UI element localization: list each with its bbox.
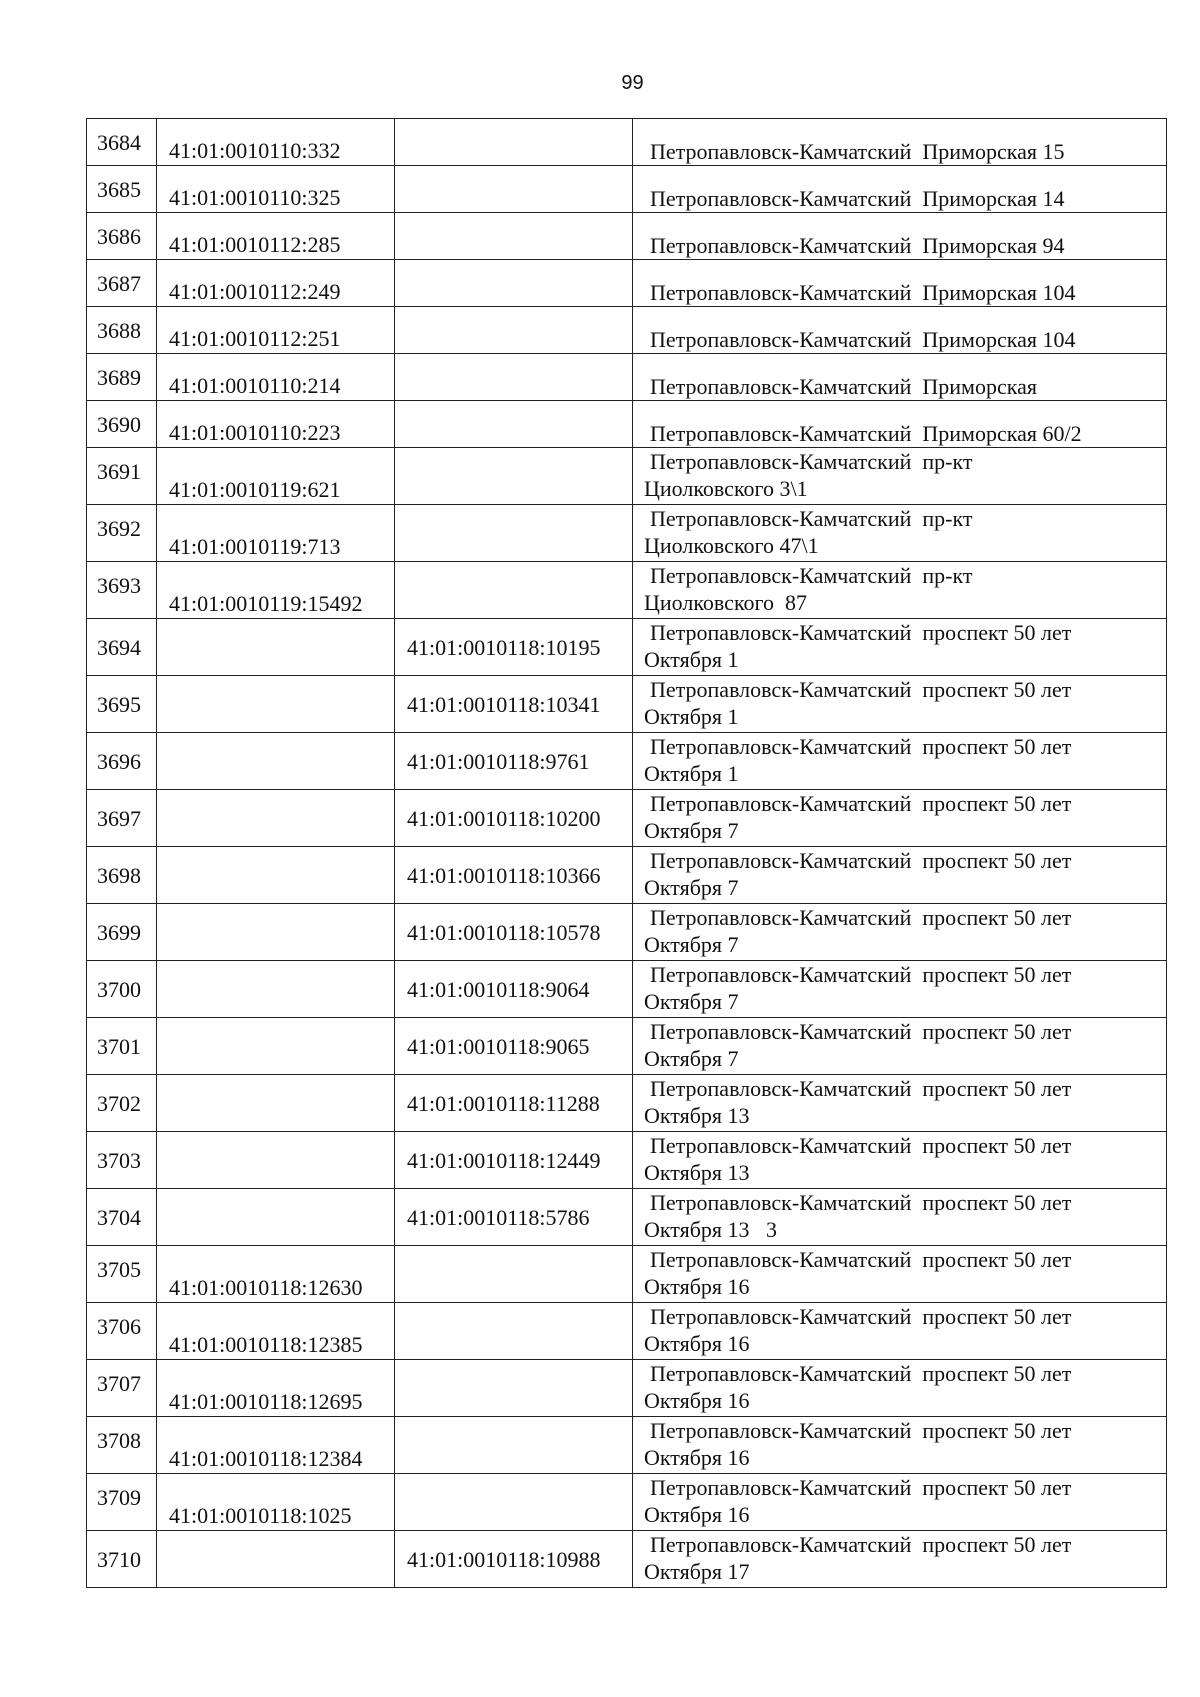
address-line-2: Октября 16	[644, 1274, 750, 1299]
parcel-table	[86, 118, 1167, 1588]
row-number: 3710	[87, 1531, 157, 1588]
row-number: 3684	[87, 119, 157, 166]
cadastral-number-land: 41:01:0010119:15492	[157, 562, 395, 619]
cadastral-number-building	[395, 260, 633, 307]
address-line-1: Петропавловск-Камчатский проспект 50 лет	[650, 1133, 1072, 1158]
cadastral-number-building: 41:01:0010118:10366	[395, 847, 633, 904]
address-cell	[633, 448, 1167, 505]
address-line-2: Октября 13 3	[644, 1217, 778, 1242]
address-cell	[633, 307, 1167, 354]
table-row	[87, 166, 1167, 213]
address-cell	[633, 1018, 1167, 1075]
cadastral-number-land	[157, 847, 395, 904]
address-line-1: Петропавловск-Камчатский проспект 50 лет	[650, 1304, 1072, 1329]
address-line-1: Петропавловск-Камчатский проспект 50 лет	[650, 1076, 1072, 1101]
address-line-1: Петропавловск-Камчатский пр-кт	[650, 506, 973, 531]
address-line-1: Петропавловск-Камчатский проспект 50 лет	[650, 620, 1072, 645]
address-cell	[633, 1360, 1167, 1417]
address-cell	[633, 790, 1167, 847]
cadastral-number-land	[157, 904, 395, 961]
table-row	[87, 733, 1167, 790]
table-row	[87, 213, 1167, 260]
row-number: 3686	[87, 213, 157, 260]
address-line-1: Петропавловск-Камчатский Приморская 104	[650, 327, 1076, 352]
address-cell	[633, 1075, 1167, 1132]
cadastral-number-building: 41:01:0010118:10341	[395, 676, 633, 733]
address-line-2: Октября 1	[644, 647, 739, 672]
address-line-1: Петропавловск-Камчатский Приморская 15	[650, 139, 1065, 164]
table-row	[87, 847, 1167, 904]
address-line-2: Октября 16	[644, 1331, 750, 1356]
row-number: 3709	[87, 1474, 157, 1531]
row-number: 3700	[87, 961, 157, 1018]
address-line-1: Петропавловск-Камчатский Приморская 104	[650, 280, 1076, 305]
row-number: 3707	[87, 1360, 157, 1417]
cadastral-number-building	[395, 401, 633, 448]
address-line-1: Петропавловск-Камчатский проспект 50 лет	[650, 962, 1072, 987]
cadastral-number-building	[395, 1474, 633, 1531]
table-row	[87, 448, 1167, 505]
row-number: 3688	[87, 307, 157, 354]
cadastral-number-land	[157, 619, 395, 676]
cadastral-number-land	[157, 790, 395, 847]
row-number: 3701	[87, 1018, 157, 1075]
row-number: 3689	[87, 354, 157, 401]
table-row	[87, 1075, 1167, 1132]
cadastral-number-building: 41:01:0010118:9065	[395, 1018, 633, 1075]
row-number: 3699	[87, 904, 157, 961]
cadastral-number-land: 41:01:0010118:12384	[157, 1417, 395, 1474]
address-line-2: Октября 13	[644, 1103, 750, 1128]
row-number: 3691	[87, 448, 157, 505]
page-number: 99	[621, 72, 644, 94]
table-row	[87, 1303, 1167, 1360]
address-cell	[633, 354, 1167, 401]
cadastral-number-land: 41:01:0010119:621	[157, 448, 395, 505]
cadastral-number-land	[157, 733, 395, 790]
cadastral-number-building	[395, 213, 633, 260]
cadastral-number-land	[157, 961, 395, 1018]
cadastral-number-building	[395, 1303, 633, 1360]
cadastral-number-building	[395, 307, 633, 354]
table-row	[87, 904, 1167, 961]
table-row	[87, 676, 1167, 733]
table-row	[87, 1360, 1167, 1417]
address-line-1: Петропавловск-Камчатский проспект 50 лет	[650, 1190, 1072, 1215]
cadastral-number-building: 41:01:0010118:11288	[395, 1075, 633, 1132]
cadastral-number-land: 41:01:0010112:285	[157, 213, 395, 260]
address-cell	[633, 733, 1167, 790]
cadastral-number-building: 41:01:0010118:10988	[395, 1531, 633, 1588]
cadastral-number-building	[395, 1360, 633, 1417]
cadastral-number-building: 41:01:0010118:12449	[395, 1132, 633, 1189]
address-cell	[633, 562, 1167, 619]
address-cell	[633, 260, 1167, 307]
address-cell	[633, 676, 1167, 733]
table-row	[87, 119, 1167, 166]
parcel-table-body	[87, 119, 1167, 1588]
cadastral-number-land: 41:01:0010112:251	[157, 307, 395, 354]
address-line-1: Петропавловск-Камчатский Приморская 60/2	[650, 421, 1082, 446]
address-line-1: Петропавловск-Камчатский проспект 50 лет	[650, 848, 1072, 873]
cadastral-number-building	[395, 1417, 633, 1474]
address-line-1: Петропавловск-Камчатский проспект 50 лет	[650, 677, 1072, 702]
cadastral-number-building	[395, 448, 633, 505]
table-row	[87, 1189, 1167, 1246]
row-number: 3693	[87, 562, 157, 619]
address-cell	[633, 1132, 1167, 1189]
cadastral-number-building	[395, 505, 633, 562]
address-cell	[633, 401, 1167, 448]
cadastral-number-building: 41:01:0010118:10200	[395, 790, 633, 847]
address-cell	[633, 619, 1167, 676]
address-line-2: Октября 16	[644, 1388, 750, 1413]
address-line-2: Октября 16	[644, 1445, 750, 1470]
address-cell	[633, 213, 1167, 260]
row-number: 3690	[87, 401, 157, 448]
cadastral-number-building	[395, 166, 633, 213]
row-number: 3702	[87, 1075, 157, 1132]
cadastral-number-building	[395, 354, 633, 401]
cadastral-number-land	[157, 676, 395, 733]
cadastral-number-land: 41:01:0010112:249	[157, 260, 395, 307]
address-cell	[633, 166, 1167, 213]
address-cell	[633, 1246, 1167, 1303]
address-line-1: Петропавловск-Камчатский Приморская 14	[650, 186, 1065, 211]
address-line-2: Октября 16	[644, 1502, 750, 1527]
row-number: 3706	[87, 1303, 157, 1360]
address-line-1: Петропавловск-Камчатский пр-кт	[650, 449, 973, 474]
address-line-1: Петропавловск-Камчатский проспект 50 лет	[650, 1475, 1072, 1500]
address-line-1: Петропавловск-Камчатский проспект 50 лет	[650, 1532, 1072, 1557]
address-line-1: Петропавловск-Камчатский проспект 50 лет	[650, 1418, 1072, 1443]
row-number: 3696	[87, 733, 157, 790]
address-cell	[633, 1303, 1167, 1360]
cadastral-number-building: 41:01:0010118:9761	[395, 733, 633, 790]
row-number: 3687	[87, 260, 157, 307]
address-line-2: Октября 7	[644, 875, 739, 900]
table-row	[87, 1246, 1167, 1303]
table-row	[87, 1531, 1167, 1588]
address-line-1: Петропавловск-Камчатский проспект 50 лет	[650, 1019, 1072, 1044]
address-cell	[633, 961, 1167, 1018]
cadastral-number-land: 41:01:0010118:1025	[157, 1474, 395, 1531]
table-row	[87, 562, 1167, 619]
address-cell	[633, 904, 1167, 961]
cadastral-number-land: 41:01:0010110:223	[157, 401, 395, 448]
address-cell	[633, 119, 1167, 166]
cadastral-number-land	[157, 1531, 395, 1588]
address-line-2: Октября 7	[644, 989, 739, 1014]
address-line-1: Петропавловск-Камчатский проспект 50 лет	[650, 1247, 1072, 1272]
cadastral-number-land	[157, 1132, 395, 1189]
table-row	[87, 260, 1167, 307]
address-line-1: Петропавловск-Камчатский Приморская	[650, 374, 1037, 399]
cadastral-number-land	[157, 1075, 395, 1132]
row-number: 3694	[87, 619, 157, 676]
address-line-2: Октября 1	[644, 761, 739, 786]
cadastral-number-land: 41:01:0010110:325	[157, 166, 395, 213]
address-cell	[633, 1531, 1167, 1588]
row-number: 3685	[87, 166, 157, 213]
address-cell	[633, 847, 1167, 904]
address-line-2: Циолковского 3\1	[644, 476, 808, 501]
cadastral-number-land: 41:01:0010118:12695	[157, 1360, 395, 1417]
cadastral-number-building: 41:01:0010118:9064	[395, 961, 633, 1018]
cadastral-number-land: 41:01:0010119:713	[157, 505, 395, 562]
cadastral-number-land: 41:01:0010110:214	[157, 354, 395, 401]
address-line-2: Октября 17	[644, 1559, 750, 1584]
address-line-2: Октября 7	[644, 818, 739, 843]
address-line-1: Петропавловск-Камчатский Приморская 94	[650, 233, 1065, 258]
table-row	[87, 401, 1167, 448]
cadastral-number-land: 41:01:0010118:12630	[157, 1246, 395, 1303]
row-number: 3708	[87, 1417, 157, 1474]
table-row	[87, 790, 1167, 847]
address-line-1: Петропавловск-Камчатский проспект 50 лет	[650, 905, 1072, 930]
address-line-2: Октября 7	[644, 932, 739, 957]
table-row	[87, 354, 1167, 401]
row-number: 3692	[87, 505, 157, 562]
cadastral-number-building	[395, 562, 633, 619]
cadastral-number-land: 41:01:0010110:332	[157, 119, 395, 166]
cadastral-number-building	[395, 119, 633, 166]
address-cell	[633, 1417, 1167, 1474]
address-line-1: Петропавловск-Камчатский проспект 50 лет	[650, 1361, 1072, 1386]
table-row	[87, 1132, 1167, 1189]
cadastral-number-land	[157, 1018, 395, 1075]
row-number: 3704	[87, 1189, 157, 1246]
cadastral-number-building: 41:01:0010118:10195	[395, 619, 633, 676]
row-number: 3695	[87, 676, 157, 733]
row-number: 3697	[87, 790, 157, 847]
cadastral-number-building: 41:01:0010118:5786	[395, 1189, 633, 1246]
address-line-2: Октября 7	[644, 1046, 739, 1071]
address-line-1: Петропавловск-Камчатский пр-кт	[650, 563, 973, 588]
cadastral-number-building: 41:01:0010118:10578	[395, 904, 633, 961]
address-cell	[633, 1189, 1167, 1246]
table-row	[87, 1417, 1167, 1474]
address-line-2: Октября 1	[644, 704, 739, 729]
address-cell	[633, 1474, 1167, 1531]
address-cell	[633, 505, 1167, 562]
row-number: 3705	[87, 1246, 157, 1303]
cadastral-number-land	[157, 1189, 395, 1246]
table-row	[87, 961, 1167, 1018]
row-number: 3703	[87, 1132, 157, 1189]
cadastral-number-building	[395, 1246, 633, 1303]
table-row	[87, 1474, 1167, 1531]
cadastral-number-land: 41:01:0010118:12385	[157, 1303, 395, 1360]
address-line-1: Петропавловск-Камчатский проспект 50 лет	[650, 734, 1072, 759]
table-row	[87, 619, 1167, 676]
address-line-2: Циолковского 47\1	[644, 533, 819, 558]
table-row	[87, 1018, 1167, 1075]
address-line-2: Октября 13	[644, 1160, 750, 1185]
address-line-1: Петропавловск-Камчатский проспект 50 лет	[650, 791, 1072, 816]
row-number: 3698	[87, 847, 157, 904]
table-row	[87, 307, 1167, 354]
address-line-2: Циолковского 87	[644, 590, 807, 615]
table-row	[87, 505, 1167, 562]
